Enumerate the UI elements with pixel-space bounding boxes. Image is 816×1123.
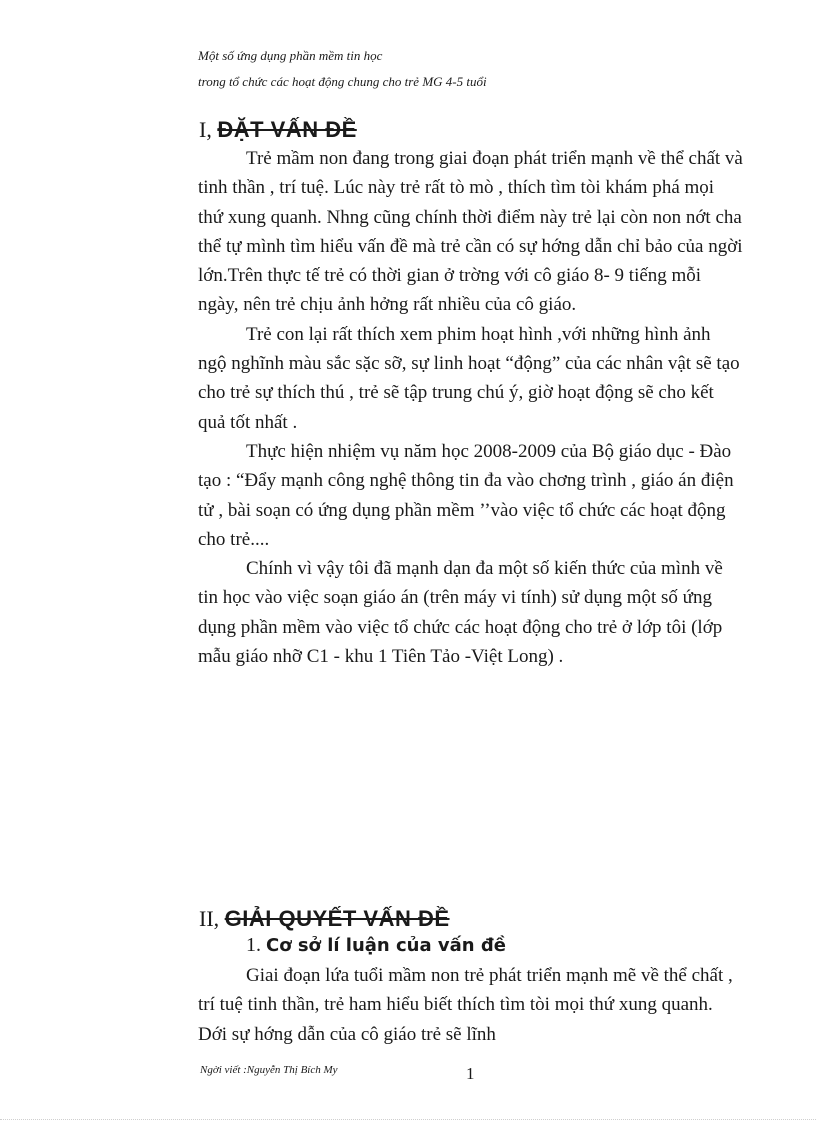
paragraph: Thực hiện nhiệm vụ năm học 2008-2009 của Bộ giáo dục - Đào tạo : “Đẩy mạnh công nghệ thông tin đa vào chơng trình , giáo án điện tử , bài soạn có ứng dụng phần mềm ’’vào việc tổ chức các hoạt động cho trẻ.... <box>198 440 734 550</box>
section-2-number: II, <box>199 906 220 931</box>
section-1-title: ĐẶT VẤN ĐỀ <box>217 117 357 142</box>
header-line-2: trong tổ chức các hoạt động chung cho trẻ MG 4-5 tuổi <box>198 74 487 89</box>
header-line-1: Một số ứng dụng phần mềm tin học <box>198 48 383 63</box>
section-2-body <box>198 961 743 1049</box>
section-2-title: GIẢI QUYẾT VẤN ĐỀ <box>224 906 450 931</box>
paragraph: Trẻ con lại rất thích xem phim hoạt hình ,với những hình ảnh ngộ nghĩnh màu sắc sặc sỡ, sự linh hoạt “động” của các nhân vật sẽ tạo cho trẻ sự thích thú , trẻ sẽ tập trung chú ý, giờ hoạt động sẽ cho kết quả tốt nhất . <box>198 323 740 433</box>
page-bottom-rule <box>0 1119 816 1120</box>
paragraph: Trẻ mầm non đang trong giai đoạn phát triển mạnh về thể chất và tinh thần , trí tuệ. Lúc này trẻ rất tò mò , thích tìm tòi khám phá mọi thứ xung quanh. Nhng cũng chính thời điểm này trẻ lại còn non nớt cha thể tự mình tìm hiểu vấn đề mà trẻ cần có sự hớng dẫn chỉ bảo của ngời lớn.Trên thực tế trẻ có thời gian ở trờng với cô giáo 8- 9 tiếng mỗi ngày, nên trẻ chịu ảnh hởng rất nhiều của cô giáo. <box>198 148 743 316</box>
section-1-body <box>198 144 743 671</box>
subsection-heading <box>246 934 506 957</box>
section-1-number: I, <box>199 117 212 142</box>
paragraph: Chính vì vậy tôi đã mạnh dạn đa một số kiến thức của mình về tin học vào việc soạn giáo án (trên máy vi tính) sử dụng một số ứng dụng phần mềm vào việc tổ chức các hoạt động cho trẻ ở lớp tôi (lớp mẫu giáo nhỡ C1 - khu 1 Tiên Tảo -Việt Long) . <box>198 558 723 668</box>
section-2-heading <box>199 906 450 932</box>
paragraph: Giai đoạn lứa tuổi mầm non trẻ phát triển mạnh mẽ về thể chất , trí tuệ tinh thần, trẻ ham hiểu biết thích tìm tòi mọi thứ xung quanh. Dới sự hớng dẫn của cô giáo trẻ sẽ lĩnh <box>198 965 733 1045</box>
footer-author: Ngời viết :Nguyễn Thị Bích My <box>200 1064 338 1076</box>
page-number: 1 <box>466 1064 475 1083</box>
subsection-number: 1. <box>246 934 261 956</box>
subsection-title: Cơ sở lí luận của vấn đề <box>266 935 506 956</box>
section-1-heading <box>199 117 357 143</box>
